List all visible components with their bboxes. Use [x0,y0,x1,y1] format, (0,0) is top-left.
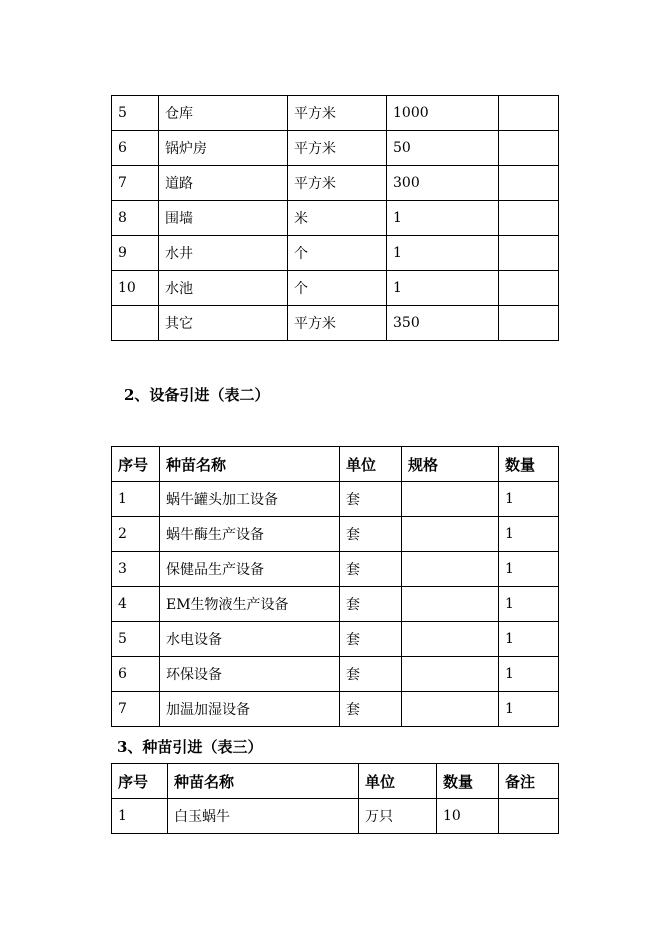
header-name: 种苗名称 [160,447,340,482]
cell-index: 1 [112,799,168,834]
cell-unit: 个 [288,271,387,306]
cell-name: 蜗牛罐头加工设备 [160,482,340,517]
cell-quantity: 1 [387,236,499,271]
cell-quantity: 1 [499,692,559,727]
cell-item: 道路 [159,166,288,201]
cell-unit: 平方米 [288,166,387,201]
cell-quantity: 350 [387,306,499,341]
cell-index: 7 [112,166,159,201]
cell-index: 4 [112,587,160,622]
table-row [112,552,559,587]
table-header-row [112,447,559,482]
cell-item: 水井 [159,236,288,271]
cell-unit: 套 [340,657,402,692]
cell-quantity: 1 [499,587,559,622]
cell-quantity: 1 [499,517,559,552]
table-header-row [112,764,559,799]
table-row [112,482,559,517]
table-row [112,271,559,306]
cell-spec [402,517,499,552]
cell-index [112,306,159,341]
cell-note [499,166,559,201]
cell-quantity: 1 [499,552,559,587]
cell-note [499,271,559,306]
table-row [112,692,559,727]
cell-unit: 平方米 [288,96,387,131]
table-row [112,657,559,692]
section-heading-seedlings: 3、种苗引进（表三） [117,738,263,756]
cell-index: 7 [112,692,160,727]
cell-unit: 平方米 [288,131,387,166]
table-row [112,96,559,131]
header-unit: 单位 [359,764,437,799]
cell-unit: 套 [340,587,402,622]
cell-name: 加温加湿设备 [160,692,340,727]
cell-index: 9 [112,236,159,271]
cell-quantity: 10 [437,799,499,834]
cell-quantity: 1 [499,482,559,517]
cell-name: 蜗牛酶生产设备 [160,517,340,552]
table-equipment [111,446,559,727]
cell-index: 5 [112,96,159,131]
cell-index: 6 [112,657,160,692]
cell-index: 1 [112,482,160,517]
cell-quantity: 50 [387,131,499,166]
header-unit: 单位 [340,447,402,482]
cell-index: 3 [112,552,160,587]
cell-item: 仓库 [159,96,288,131]
cell-unit: 套 [340,517,402,552]
cell-item: 其它 [159,306,288,341]
table-row [112,201,559,236]
cell-remarks [499,799,559,834]
cell-name: 环保设备 [160,657,340,692]
cell-quantity: 1 [499,622,559,657]
cell-name: 白玉蜗牛 [168,799,359,834]
cell-unit: 套 [340,622,402,657]
cell-unit: 套 [340,482,402,517]
cell-note [499,96,559,131]
cell-unit: 米 [288,201,387,236]
cell-index: 8 [112,201,159,236]
header-spec: 规格 [402,447,499,482]
table-row [112,166,559,201]
table-facilities [111,95,559,341]
cell-unit: 个 [288,236,387,271]
cell-index: 6 [112,131,159,166]
cell-name: 水电设备 [160,622,340,657]
cell-spec [402,587,499,622]
cell-unit: 套 [340,552,402,587]
cell-name: EM生物液生产设备 [160,587,340,622]
cell-spec [402,692,499,727]
header-index: 序号 [112,447,160,482]
header-quantity: 数量 [437,764,499,799]
cell-unit: 万只 [359,799,437,834]
cell-note [499,306,559,341]
table-row [112,587,559,622]
cell-quantity: 1 [387,201,499,236]
table-row [112,622,559,657]
cell-index: 2 [112,517,160,552]
cell-item: 围墙 [159,201,288,236]
cell-spec [402,552,499,587]
table-row [112,236,559,271]
cell-spec [402,622,499,657]
cell-quantity: 1 [499,657,559,692]
cell-unit: 平方米 [288,306,387,341]
cell-spec [402,657,499,692]
cell-note [499,236,559,271]
cell-index: 10 [112,271,159,306]
header-quantity: 数量 [499,447,559,482]
header-name: 种苗名称 [168,764,359,799]
table-row [112,517,559,552]
table-row [112,306,559,341]
cell-unit: 套 [340,692,402,727]
cell-quantity: 300 [387,166,499,201]
cell-item: 水池 [159,271,288,306]
cell-quantity: 1000 [387,96,499,131]
cell-item: 锅炉房 [159,131,288,166]
cell-spec [402,482,499,517]
header-index: 序号 [112,764,168,799]
cell-note [499,131,559,166]
section-heading-equipment: 2、设备引进（表二） [124,386,270,404]
header-remarks: 备注 [499,764,559,799]
cell-quantity: 1 [387,271,499,306]
table-seedlings [111,763,559,834]
cell-name: 保健品生产设备 [160,552,340,587]
cell-index: 5 [112,622,160,657]
table-row [112,799,559,834]
table-row [112,131,559,166]
cell-note [499,201,559,236]
